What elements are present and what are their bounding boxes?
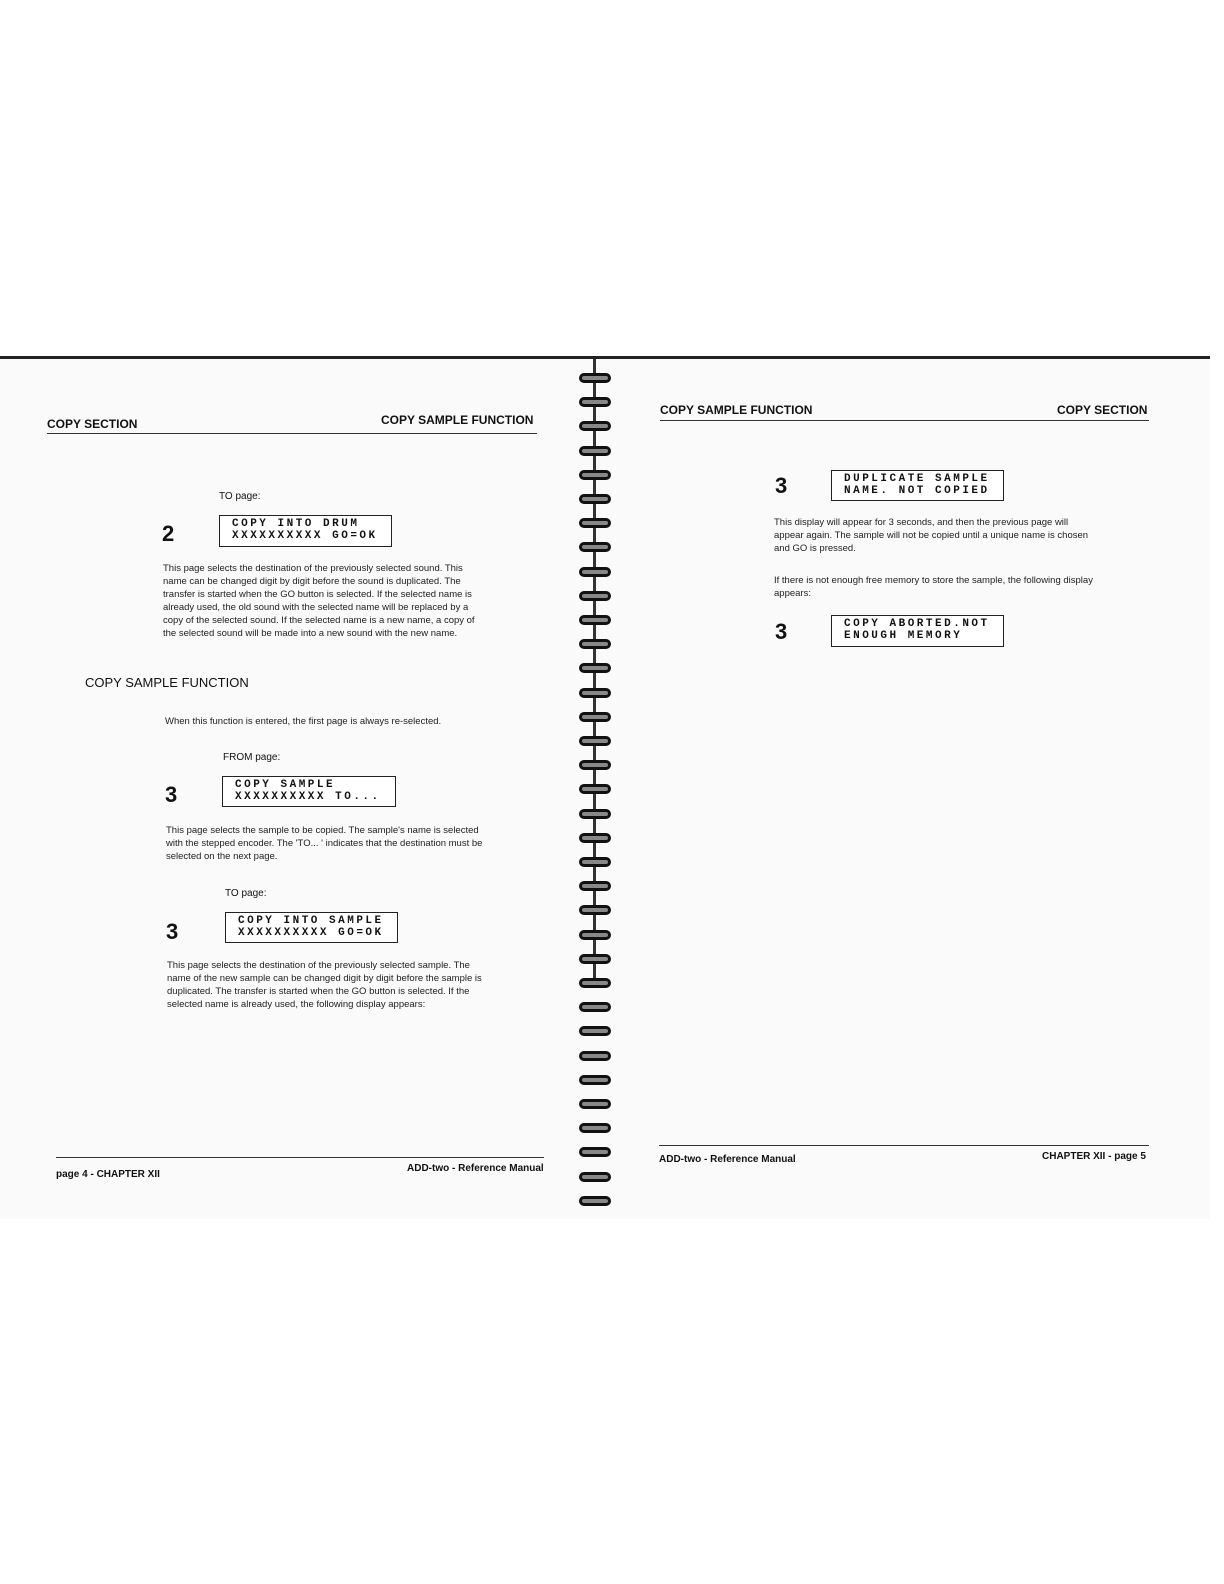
left-footer-rule xyxy=(56,1157,544,1158)
spiral-binding xyxy=(575,359,615,1219)
binding-coil xyxy=(579,591,611,601)
binding-coil xyxy=(579,930,611,940)
right-header-rule xyxy=(660,420,1149,421)
lcd-line-1: DUPLICATE SAMPLE xyxy=(844,473,990,485)
binding-coil xyxy=(579,712,611,722)
manual-spread xyxy=(0,356,1210,1219)
binding-coil xyxy=(579,1147,611,1157)
copy-sample-description: This page selects the sample to be copied. The sample's name is selected with the stepped encoder. The 'TO... ' indicates that the destination must be selected on the next page. xyxy=(166,825,483,862)
copy-into-sample-description: This page selects the destination of the previously selected sample. The name of the new sample can be changed digit by digit before the sample is duplicated. The transfer is started when the GO button is selected. If the selected name is already used, the following display appears: xyxy=(167,960,482,1010)
duplicate-sample-description: This display will appear for 3 seconds, and then the previous page will appear again. The sample will not be copied until a unique name is chosen and GO is pressed. xyxy=(774,517,1089,554)
left-page xyxy=(0,359,575,1219)
right-header-section: COPY SECTION xyxy=(1057,403,1148,417)
intro-text: When this function is entered, the first page is always re-selected. xyxy=(165,716,442,727)
not-enough-memory-description: If there is not enough free memory to store the sample, the following display appears: xyxy=(774,575,1093,599)
lcd-line-2: XXXXXXXXXX TO... xyxy=(235,791,381,803)
binding-coil xyxy=(579,760,611,770)
lcd-line-2: XXXXXXXXXX GO=OK xyxy=(232,530,378,542)
binding-coil xyxy=(579,1002,611,1012)
binding-coil xyxy=(579,833,611,843)
binding-coil xyxy=(579,567,611,577)
right-footer-manual: ADD-two - Reference Manual xyxy=(659,1154,796,1165)
lcd-display-copy-into-drum xyxy=(219,515,392,547)
lcd-display-copy-into-sample xyxy=(225,912,398,943)
binding-coil xyxy=(579,1075,611,1085)
right-header-function: COPY SAMPLE FUNCTION xyxy=(660,403,813,417)
binding-coil xyxy=(579,639,611,649)
left-header-section: COPY SECTION xyxy=(47,417,138,431)
from-page-label: FROM page: xyxy=(223,752,281,763)
binding-coil xyxy=(579,784,611,794)
lcd-display-copy-aborted xyxy=(831,615,1004,647)
binding-coil xyxy=(579,1026,611,1036)
binding-coil xyxy=(579,857,611,867)
section-title: COPY SAMPLE FUNCTION xyxy=(85,675,249,690)
left-footer-page: page 4 - CHAPTER XII xyxy=(56,1169,160,1180)
binding-coil xyxy=(579,688,611,698)
lcd-line-1: COPY INTO SAMPLE xyxy=(238,915,384,927)
step-number: 2 xyxy=(162,521,175,546)
copy-into-drum-description: This page selects the destination of the previously selected sound. This name can be changed digit by digit before the sound is duplicated. The transfer is started when the GO button is selected. If the selected name is already used, the old sound with the selected name will be replaced by a copy of the selected sound. If the selected name is a new name, a copy of the selected sound will be made into a new sound with the new name. xyxy=(163,563,475,639)
binding-coil xyxy=(579,881,611,891)
lcd-line-1: COPY INTO DRUM xyxy=(232,518,360,530)
binding-coil xyxy=(579,1172,611,1182)
binding-coil xyxy=(579,978,611,988)
binding-coil xyxy=(579,397,611,407)
lcd-line-2: ENOUGH MEMORY xyxy=(844,630,963,642)
binding-coil xyxy=(579,542,611,552)
lcd-line-2: XXXXXXXXXX GO=OK xyxy=(238,927,384,939)
right-footer-page: CHAPTER XII - page 5 xyxy=(1042,1151,1146,1162)
binding-coil xyxy=(579,954,611,964)
lcd-line-1: COPY ABORTED.NOT xyxy=(844,618,990,630)
lcd-line-2: NAME. NOT COPIED xyxy=(844,485,990,497)
binding-coil xyxy=(579,663,611,673)
right-page xyxy=(615,359,1210,1219)
right-footer-rule xyxy=(659,1145,1149,1146)
binding-coil xyxy=(579,1123,611,1133)
binding-coil xyxy=(579,446,611,456)
binding-coil xyxy=(579,905,611,915)
binding-coil xyxy=(579,615,611,625)
binding-coil xyxy=(579,421,611,431)
lcd-display-copy-sample xyxy=(222,776,396,807)
binding-coil xyxy=(579,809,611,819)
binding-coil xyxy=(579,736,611,746)
step-number: 3 xyxy=(775,473,788,498)
binding-coil xyxy=(579,494,611,504)
step-number: 3 xyxy=(165,782,178,807)
binding-coil xyxy=(579,1196,611,1206)
left-footer-manual: ADD-two - Reference Manual xyxy=(407,1163,544,1174)
left-header-function: COPY SAMPLE FUNCTION xyxy=(381,413,534,427)
step-number: 3 xyxy=(775,619,788,644)
binding-coil xyxy=(579,373,611,383)
binding-coil xyxy=(579,1099,611,1109)
step-number: 3 xyxy=(166,919,179,944)
binding-coil xyxy=(579,1051,611,1061)
left-header-rule xyxy=(47,433,537,434)
to-page-label: TO page: xyxy=(219,491,261,502)
binding-coil xyxy=(579,518,611,528)
binding-coil xyxy=(579,470,611,480)
to-page-label: TO page: xyxy=(225,888,267,899)
lcd-line-1: COPY SAMPLE xyxy=(235,779,336,791)
lcd-display-duplicate-sample xyxy=(831,470,1004,501)
